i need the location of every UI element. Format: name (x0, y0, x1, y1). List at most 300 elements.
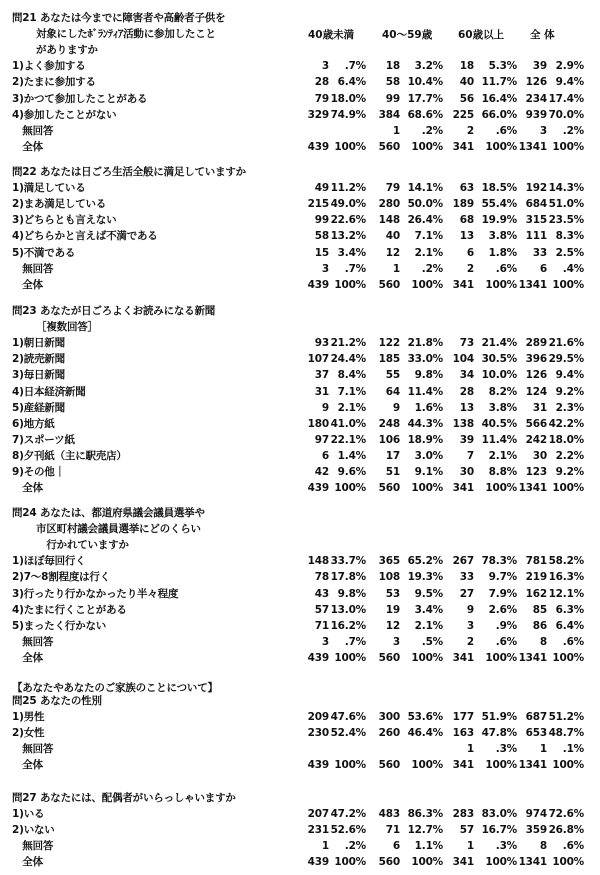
count-cell: 53 (385, 587, 400, 600)
count-cell: 384 (378, 108, 400, 121)
row-label: 全体 (12, 278, 43, 291)
table-row (12, 620, 592, 633)
percent-cell: 55.4% (481, 198, 517, 211)
count-cell: 138 (452, 417, 474, 430)
percent-cell: 100% (485, 759, 517, 772)
table-row (12, 125, 592, 138)
table-row (12, 743, 592, 756)
percent-cell: 8.3% (555, 230, 584, 243)
percent-cell: 78.3% (481, 555, 517, 568)
count-cell: 219 (525, 571, 547, 584)
percent-cell: 7.1% (337, 385, 366, 398)
percent-cell: 46.4% (407, 727, 443, 740)
count-cell: 3 (539, 124, 547, 137)
percent-cell: 11.4% (407, 385, 443, 398)
row-label: 2)女性 (12, 727, 45, 740)
table-row (12, 571, 592, 584)
count-cell: 64 (385, 385, 400, 398)
count-cell: 341 (452, 482, 474, 495)
count-cell: 359 (525, 824, 547, 837)
count-cell: 3 (392, 635, 400, 648)
count-cell: 85 (532, 603, 547, 616)
percent-cell: 2.1% (414, 246, 443, 259)
percent-cell: 100% (552, 278, 584, 291)
table-row (12, 93, 592, 106)
count-cell: 939 (525, 108, 547, 121)
count-cell: 1 (392, 124, 400, 137)
percent-cell: .7% (344, 262, 366, 275)
percent-cell: 23.5% (548, 214, 584, 227)
table-row (12, 652, 592, 665)
count-cell: 9 (321, 401, 329, 414)
count-cell: 315 (525, 214, 547, 227)
count-cell: 34 (459, 369, 474, 382)
count-cell: 6 (539, 262, 547, 275)
percent-cell: 86.3% (407, 808, 443, 821)
count-cell: 1 (539, 743, 547, 756)
row-label: 全体 (12, 759, 43, 772)
count-cell: 13 (459, 230, 474, 243)
percent-cell: 13.2% (330, 230, 366, 243)
percent-cell: 100% (552, 856, 584, 869)
count-cell: 1 (466, 743, 474, 756)
count-cell: 42 (314, 466, 329, 478)
percent-cell: 12.7% (407, 824, 443, 837)
table-row (12, 386, 592, 399)
percent-cell: 8.8% (488, 466, 517, 478)
count-cell: 234 (525, 92, 547, 105)
count-cell: 560 (378, 140, 400, 153)
count-cell: 27 (459, 587, 474, 600)
percent-cell: 100% (411, 278, 443, 291)
row-label: 4)どちらかと言えば不満である (12, 230, 158, 243)
count-cell: 684 (525, 198, 547, 211)
count-cell: 31 (532, 401, 547, 414)
count-cell: 19 (385, 603, 400, 616)
row-label: 2)まあ満足している (12, 198, 107, 211)
question-heading: ［複数回答］ (12, 321, 98, 334)
percent-cell: 9.4% (555, 369, 584, 382)
percent-cell: 29.5% (548, 353, 584, 366)
count-cell: 49 (314, 182, 329, 195)
count-cell: 57 (314, 603, 329, 616)
percent-cell: 18.5% (481, 182, 517, 195)
percent-cell: 100% (411, 856, 443, 869)
count-cell: 341 (452, 759, 474, 772)
count-cell: 566 (525, 417, 547, 430)
count-cell: 17 (385, 449, 400, 462)
count-cell: 71 (385, 824, 400, 837)
row-label: 6)地方紙 (12, 417, 55, 430)
count-cell: 177 (452, 711, 474, 724)
count-cell: 439 (307, 140, 329, 153)
percent-cell: .6% (495, 124, 517, 137)
percent-cell: 16.2% (330, 619, 366, 632)
percent-cell: 9.8% (337, 587, 366, 600)
count-cell: 9 (466, 603, 474, 616)
percent-cell: 13.0% (330, 603, 366, 616)
table-row (12, 418, 592, 431)
percent-cell: 2.1% (488, 449, 517, 462)
percent-cell: .7% (344, 635, 366, 648)
row-label: 無回答 (12, 743, 54, 756)
count-cell: 15 (314, 246, 329, 259)
count-cell: 51 (385, 466, 400, 478)
percent-cell: 3.4% (414, 603, 443, 616)
percent-cell: 42.2% (548, 417, 584, 430)
count-cell: 2 (466, 635, 474, 648)
count-cell: 3 (321, 262, 329, 275)
count-cell: 341 (452, 140, 474, 153)
percent-cell: 18.0% (330, 92, 366, 105)
question-heading: 問25 あなたの性別 (12, 695, 102, 707)
count-cell: 8 (539, 635, 547, 648)
column-header: 全 体 (530, 29, 555, 41)
percent-cell: 47.2% (330, 808, 366, 821)
count-cell: 560 (378, 482, 400, 495)
percent-cell: 18.9% (407, 433, 443, 446)
count-cell: 396 (525, 353, 547, 366)
count-cell: 365 (378, 555, 400, 568)
percent-cell: 52.4% (330, 727, 366, 740)
percent-cell: 100% (334, 140, 366, 153)
percent-cell: 9.2% (555, 466, 584, 478)
count-cell: 40 (385, 230, 400, 243)
count-cell: 63 (459, 182, 474, 195)
percent-cell: 100% (411, 759, 443, 772)
percent-cell: 3.8% (488, 230, 517, 243)
percent-cell: 53.6% (407, 711, 443, 724)
count-cell: 6 (392, 840, 400, 853)
row-label: 1)よく参加する (12, 60, 86, 73)
percent-cell: 6.4% (337, 76, 366, 89)
percent-cell: 16.7% (481, 824, 517, 837)
count-cell: 180 (307, 417, 329, 430)
count-cell: 1341 (518, 482, 547, 495)
table-row (12, 840, 592, 853)
row-label: 無回答 (12, 840, 54, 853)
count-cell: 13 (459, 401, 474, 414)
count-cell: 560 (378, 278, 400, 291)
percent-cell: 3.8% (488, 401, 517, 414)
count-cell: 439 (307, 856, 329, 869)
percent-cell: 1.4% (337, 449, 366, 462)
count-cell: 148 (378, 214, 400, 227)
count-cell: 1 (466, 840, 474, 853)
percent-cell: 100% (411, 482, 443, 495)
count-cell: 126 (525, 76, 547, 89)
percent-cell: 10.4% (407, 76, 443, 89)
table-row (12, 759, 592, 772)
question-heading: 市区町村議会議員選挙にどのくらい (12, 523, 201, 536)
percent-cell: 3.0% (414, 449, 443, 462)
count-cell: 289 (525, 337, 547, 350)
column-header: 40～59歳 (382, 29, 433, 41)
count-cell: 192 (525, 182, 547, 195)
table-row (12, 604, 592, 617)
table-row (12, 402, 592, 415)
count-cell: 341 (452, 856, 474, 869)
percent-cell: 2.3% (555, 401, 584, 414)
count-cell: 55 (385, 369, 400, 382)
percent-cell: .6% (562, 635, 584, 648)
percent-cell: 100% (552, 759, 584, 772)
count-cell: 97 (314, 433, 329, 446)
count-cell: 189 (452, 198, 474, 211)
count-cell: 79 (385, 182, 400, 195)
count-cell: 248 (378, 417, 400, 430)
percent-cell: 8.4% (337, 369, 366, 382)
table-row (12, 808, 592, 821)
count-cell: 58 (314, 230, 329, 243)
count-cell: 231 (307, 824, 329, 837)
percent-cell: 9.7% (488, 571, 517, 584)
percent-cell: 100% (552, 482, 584, 495)
question-heading: 問21 あなたは今までに障害者や高齢者子供を (12, 12, 226, 24)
count-cell: 104 (452, 353, 474, 366)
percent-cell: 8.2% (488, 385, 517, 398)
question-heading: 問24 あなたは、都道府県議会議員選挙や (12, 507, 205, 519)
percent-cell: 10.0% (481, 369, 517, 382)
count-cell: 300 (378, 711, 400, 724)
count-cell: 242 (525, 433, 547, 446)
percent-cell: 2.2% (555, 449, 584, 462)
count-cell: 1 (392, 262, 400, 275)
percent-cell: 65.2% (407, 555, 443, 568)
percent-cell: 100% (411, 140, 443, 153)
percent-cell: 24.4% (330, 353, 366, 366)
count-cell: 108 (378, 571, 400, 584)
count-cell: 1341 (518, 140, 547, 153)
row-label: 7)スポーツ紙 (12, 433, 75, 446)
count-cell: 18 (385, 60, 400, 73)
percent-cell: 22.1% (330, 433, 366, 446)
percent-cell: 100% (334, 651, 366, 664)
question-heading: がありますか (12, 44, 98, 57)
row-label: 無回答 (12, 635, 54, 648)
percent-cell: 100% (552, 651, 584, 664)
percent-cell: 9.2% (555, 385, 584, 398)
percent-cell: 14.1% (407, 182, 443, 195)
percent-cell: 22.6% (330, 214, 366, 227)
percent-cell: 2.1% (414, 619, 443, 632)
count-cell: 653 (525, 727, 547, 740)
percent-cell: 5.3% (488, 60, 517, 73)
count-cell: 28 (314, 76, 329, 89)
column-header: 60歳以上 (458, 29, 505, 41)
table-row (12, 450, 592, 463)
count-cell: 79 (314, 92, 329, 105)
count-cell: 39 (459, 433, 474, 446)
percent-cell: .6% (562, 840, 584, 853)
table-row (12, 434, 592, 447)
count-cell: 126 (525, 369, 547, 382)
table-row (12, 636, 592, 649)
count-cell: 483 (378, 808, 400, 821)
percent-cell: 7.1% (414, 230, 443, 243)
count-cell: 225 (452, 108, 474, 121)
percent-cell: 100% (411, 651, 443, 664)
percent-cell: 100% (552, 140, 584, 153)
question-heading: 行かれていますか (12, 539, 129, 552)
count-cell: 209 (307, 711, 329, 724)
percent-cell: 74.9% (330, 108, 366, 121)
percent-cell: 12.1% (548, 587, 584, 600)
percent-cell: 47.6% (330, 711, 366, 724)
count-cell: 341 (452, 651, 474, 664)
table-row (12, 824, 592, 837)
count-cell: 439 (307, 651, 329, 664)
percent-cell: 18.0% (548, 433, 584, 446)
count-cell: 1341 (518, 759, 547, 772)
table-row (12, 109, 592, 122)
count-cell: 283 (452, 808, 474, 821)
table-row (12, 141, 592, 154)
count-cell: 7 (466, 449, 474, 462)
row-label: 5)不満である (12, 246, 76, 259)
row-label: 4)日本経済新聞 (12, 385, 86, 398)
percent-cell: 1.1% (414, 840, 443, 853)
percent-cell: 17.7% (407, 92, 443, 105)
count-cell: 9 (392, 401, 400, 414)
row-label: 無回答 (12, 262, 54, 275)
percent-cell: 17.4% (548, 92, 584, 105)
count-cell: 56 (459, 92, 474, 105)
percent-cell: 9.8% (414, 369, 443, 382)
table-row (12, 337, 592, 350)
table-row (12, 555, 592, 568)
percent-cell: 6.4% (555, 619, 584, 632)
percent-cell: 100% (485, 651, 517, 664)
count-cell: 560 (378, 651, 400, 664)
row-label: 1)ほぼ毎回行く (12, 555, 86, 568)
table-row (12, 214, 592, 227)
percent-cell: 11.7% (481, 76, 517, 89)
count-cell: 8 (539, 840, 547, 853)
count-cell: 1341 (518, 651, 547, 664)
count-cell: 93 (314, 337, 329, 350)
percent-cell: 21.2% (330, 337, 366, 350)
percent-cell: 66.0% (481, 108, 517, 121)
percent-cell: 100% (485, 482, 517, 495)
table-row (12, 369, 592, 382)
count-cell: 781 (525, 555, 547, 568)
row-label: 3)かつて参加したことがある (12, 92, 148, 105)
table-row (12, 711, 592, 724)
count-cell: 207 (307, 808, 329, 821)
percent-cell: 68.6% (407, 108, 443, 121)
percent-cell: 83.0% (481, 808, 517, 821)
row-label: 5)まったく行かない (12, 619, 107, 632)
table-row (12, 279, 592, 292)
percent-cell: .2% (562, 124, 584, 137)
percent-cell: .1% (562, 743, 584, 756)
count-cell: 71 (314, 619, 329, 632)
count-cell: 111 (525, 230, 547, 243)
count-cell: 974 (525, 808, 547, 821)
percent-cell: 9.5% (414, 587, 443, 600)
count-cell: 99 (385, 92, 400, 105)
percent-cell: 7.9% (488, 587, 517, 600)
percent-cell: 100% (334, 856, 366, 869)
count-cell: 3 (466, 619, 474, 632)
percent-cell: .9% (495, 619, 517, 632)
percent-cell: 11.4% (481, 433, 517, 446)
table-row (12, 182, 592, 195)
percent-cell: 2.1% (337, 401, 366, 414)
count-cell: 43 (314, 587, 329, 600)
count-cell: 40 (459, 76, 474, 89)
count-cell: 33 (459, 571, 474, 584)
row-label: 4)参加したことがない (12, 108, 117, 121)
percent-cell: 49.0% (330, 198, 366, 211)
count-cell: 1341 (518, 278, 547, 291)
percent-cell: 51.0% (548, 198, 584, 211)
count-cell: 123 (525, 466, 547, 478)
row-label: 全体 (12, 651, 43, 664)
percent-cell: 41.0% (330, 417, 366, 430)
percent-cell: 2.5% (555, 246, 584, 259)
count-cell: 163 (452, 727, 474, 740)
row-label: 2)7～8割程度は行く (12, 571, 111, 584)
question-heading: 問23 あなたが日ごろよくお読みになる新聞 (12, 305, 216, 317)
row-label: 1)男性 (12, 711, 45, 724)
percent-cell: 40.5% (481, 417, 517, 430)
table-row (12, 247, 592, 260)
percent-cell: 9.4% (555, 76, 584, 89)
row-label: 1)朝日新聞 (12, 337, 65, 350)
percent-cell: 26.8% (548, 824, 584, 837)
row-label: 無回答 (12, 124, 54, 137)
count-cell: 30 (532, 449, 547, 462)
percent-cell: 52.6% (330, 824, 366, 837)
count-cell: 162 (525, 587, 547, 600)
count-cell: 58 (385, 76, 400, 89)
count-cell: 99 (314, 214, 329, 227)
percent-cell: 70.0% (548, 108, 584, 121)
percent-cell: 19.9% (481, 214, 517, 227)
question-heading: 対象にしたﾎﾞﾗﾝﾃｨｱ活動に参加したこと (12, 28, 216, 41)
percent-cell: 33.0% (407, 353, 443, 366)
count-cell: 39 (532, 60, 547, 73)
count-cell: 31 (314, 385, 329, 398)
row-label: 1)いる (12, 808, 45, 821)
percent-cell: 100% (334, 278, 366, 291)
column-header: 40歳未満 (308, 29, 355, 41)
count-cell: 2 (466, 262, 474, 275)
percent-cell: .2% (421, 262, 443, 275)
percent-cell: 21.6% (548, 337, 584, 350)
count-cell: 560 (378, 759, 400, 772)
percent-cell: 47.8% (481, 727, 517, 740)
count-cell: 12 (385, 619, 400, 632)
percent-cell: 2.9% (555, 60, 584, 73)
percent-cell: .6% (495, 262, 517, 275)
percent-cell: 16.3% (548, 571, 584, 584)
table-row (12, 60, 592, 73)
percent-cell: .3% (495, 840, 517, 853)
percent-cell: .3% (495, 743, 517, 756)
percent-cell: .4% (562, 262, 584, 275)
count-cell: 329 (307, 108, 329, 121)
row-label: 2)たまに参加する (12, 76, 96, 89)
percent-cell: 1.6% (414, 401, 443, 414)
count-cell: 341 (452, 278, 474, 291)
table-row (12, 856, 592, 869)
percent-cell: .6% (495, 635, 517, 648)
percent-cell: 26.4% (407, 214, 443, 227)
percent-cell: 14.3% (548, 182, 584, 195)
